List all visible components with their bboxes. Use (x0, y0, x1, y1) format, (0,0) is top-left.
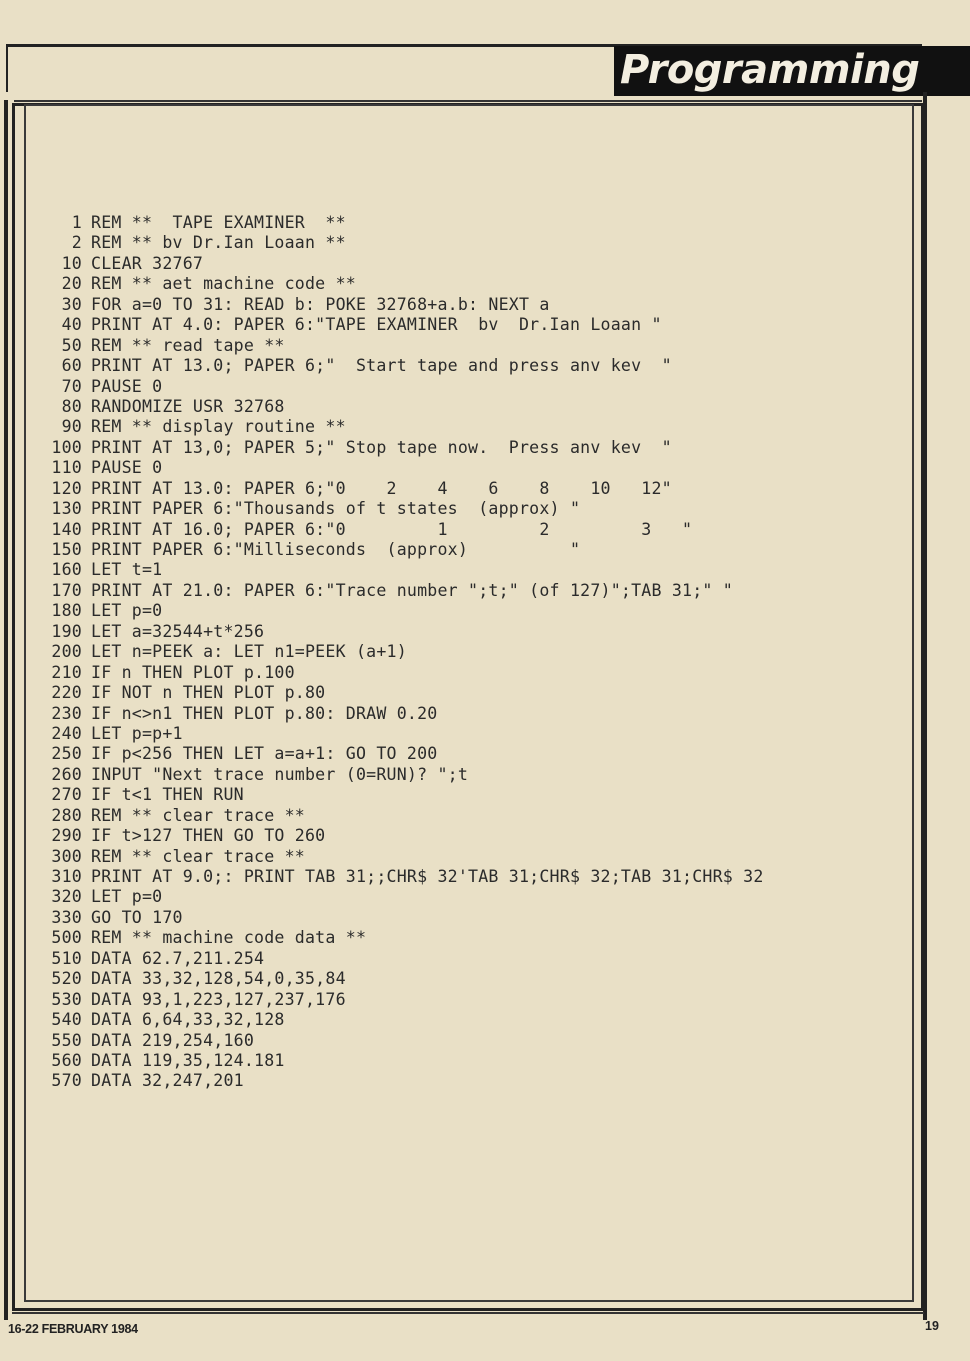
line-number: 260 (51, 764, 82, 784)
line-statement: PRINT AT 4.0: PAPER 6:"TAPE EXAMINER bv Dr.Ian Loaan " (91, 315, 662, 335)
line-number: 230 (51, 703, 82, 723)
line-statement: LET p=0 (91, 887, 163, 907)
line-number: 90 (61, 417, 82, 437)
code-line (40, 826, 910, 846)
issue-date: 16-22 FEBRUARY 1984 (8, 1322, 138, 1336)
line-statement: PRINT AT 13,0; PAPER 5;" Stop tape now. Press anv kev " (91, 437, 672, 457)
line-number: 10 (61, 253, 82, 273)
header-underline (14, 100, 922, 102)
code-line (40, 622, 910, 642)
line-statement: DATA 32,247,201 (91, 1071, 244, 1091)
code-line (40, 1051, 910, 1071)
code-line (40, 949, 910, 969)
line-number: 40 (61, 315, 82, 335)
code-line (40, 315, 910, 335)
code-line (40, 274, 910, 294)
line-statement: PRINT AT 9.0;: PRINT TAB 31;;CHR$ 32'TAB 31;CHR$ 32;TAB 31;CHR$ 32 (91, 867, 764, 886)
code-line (40, 887, 910, 907)
line-statement: DATA 33,32,128,54,0,35,84 (91, 969, 346, 989)
code-line (40, 683, 910, 703)
line-number: 110 (51, 458, 82, 478)
line-number: 60 (61, 356, 82, 376)
code-line (40, 377, 910, 397)
code-line (40, 397, 910, 417)
line-number: 30 (61, 294, 82, 314)
line-number: 160 (51, 560, 82, 580)
line-statement: IF p<256 THEN LET a=a+1: GO TO 200 (91, 744, 438, 764)
line-statement: IF NOT n THEN PLOT p.80 (91, 683, 326, 703)
line-number: 220 (51, 683, 82, 703)
page-number: 19 (925, 1319, 939, 1333)
line-number: 300 (51, 846, 82, 866)
line-statement: DATA 62.7,211.254 (91, 948, 265, 968)
line-statement: GO TO 170 (91, 907, 183, 927)
line-statement: REM ** aet machine code ** (91, 274, 356, 294)
line-number: 190 (51, 621, 82, 641)
code-line (40, 1031, 910, 1051)
line-statement: REM ** read tape ** (91, 335, 285, 355)
line-number: 100 (51, 437, 82, 457)
code-line (40, 744, 910, 764)
line-number: 570 (51, 1071, 82, 1091)
line-number: 280 (51, 805, 82, 825)
line-statement: REM ** bv Dr.Ian Loaan ** (91, 233, 346, 253)
code-line (40, 928, 910, 948)
line-statement: PRINT AT 16.0; PAPER 6:"0 1 2 3 " (91, 519, 693, 539)
code-line (40, 336, 910, 356)
line-number: 330 (51, 907, 82, 927)
line-number: 20 (61, 274, 82, 294)
line-number: 140 (51, 519, 82, 539)
code-line (40, 806, 910, 826)
code-line (40, 458, 910, 478)
line-number: 120 (51, 478, 82, 498)
code-line (40, 540, 910, 560)
line-statement: PAUSE 0 (91, 376, 163, 396)
code-line (40, 417, 910, 437)
line-number: 80 (61, 396, 82, 416)
line-number: 550 (51, 1030, 82, 1050)
line-number: 130 (51, 499, 82, 519)
line-number: 210 (51, 662, 82, 682)
line-number: 240 (51, 723, 82, 743)
code-line (40, 765, 910, 785)
code-line (40, 438, 910, 458)
code-line (40, 1010, 910, 1030)
code-line (40, 663, 910, 683)
line-number: 200 (51, 642, 82, 662)
line-number: 50 (61, 335, 82, 355)
line-number: 180 (51, 601, 82, 621)
line-statement: PAUSE 0 (91, 458, 163, 478)
line-statement: LET t=1 (91, 560, 163, 580)
code-line (40, 601, 910, 621)
code-line (40, 520, 910, 540)
code-line (40, 724, 910, 744)
left-border-bar (4, 100, 8, 1320)
line-statement: LET n=PEEK a: LET n1=PEEK (a+1) (91, 642, 407, 662)
section-title: Programming (614, 46, 970, 96)
line-statement: REM ** machine code data ** (91, 928, 367, 948)
line-statement: LET a=32544+t*256 (91, 621, 265, 641)
line-number: 530 (51, 989, 82, 1009)
line-statement: PRINT PAPER 6:"Thousands of t states (approx) " (91, 499, 581, 519)
code-line (40, 254, 910, 274)
line-statement: LET p=p+1 (91, 723, 183, 743)
line-statement: PRINT AT 13.0; PAPER 6;" Start tape and press anv kev " (91, 356, 672, 376)
code-line (40, 213, 910, 233)
line-statement: INPUT "Next trace number (0=RUN)? ";t (91, 764, 469, 784)
line-number: 1 (71, 213, 82, 232)
bottom-rule (12, 1312, 924, 1314)
line-number: 510 (51, 948, 82, 968)
code-line (40, 295, 910, 315)
code-line (40, 356, 910, 376)
line-statement: REM ** clear trace ** (91, 805, 305, 825)
line-statement: DATA 219,254,160 (91, 1030, 255, 1050)
line-statement: IF t>127 THEN GO TO 260 (91, 826, 326, 846)
line-statement: REM ** display routine ** (91, 417, 346, 437)
line-statement: RANDOMIZE USR 32768 (91, 396, 285, 416)
line-statement: IF t<1 THEN RUN (91, 785, 244, 805)
code-line (40, 847, 910, 867)
line-statement: DATA 93,1,223,127,237,176 (91, 989, 346, 1009)
line-statement: DATA 119,35,124.181 (91, 1050, 285, 1070)
code-line (40, 499, 910, 519)
line-number: 2 (71, 233, 82, 253)
line-statement: PRINT PAPER 6:"Milliseconds (approx) " (91, 540, 581, 559)
code-line (40, 785, 910, 805)
line-statement: FOR a=0 TO 31: READ b: POKE 32768+a.b: NEXT a (91, 294, 550, 314)
line-number: 310 (51, 867, 82, 886)
line-number: 540 (51, 1010, 82, 1030)
line-statement: PRINT AT 21.0: PAPER 6:"Trace number ";t;" (of 127)";TAB 31;" " (91, 580, 733, 600)
line-number: 170 (51, 580, 82, 600)
line-statement: DATA 6,64,33,32,128 (91, 1010, 285, 1030)
line-statement: REM ** clear trace ** (91, 846, 305, 866)
line-number: 70 (61, 376, 82, 396)
line-statement: CLEAR 32767 (91, 253, 204, 273)
code-line (40, 704, 910, 724)
line-statement: PRINT AT 13.0: PAPER 6;"0 2 4 6 8 10 12" (91, 478, 672, 498)
line-number: 520 (51, 969, 82, 989)
line-statement: LET p=0 (91, 601, 163, 621)
line-number: 250 (51, 744, 82, 764)
code-line (40, 1071, 910, 1091)
line-statement: IF n<>n1 THEN PLOT p.80: DRAW 0.20 (91, 703, 438, 723)
code-line (40, 560, 910, 580)
line-number: 500 (51, 928, 82, 948)
code-line (40, 642, 910, 662)
line-number: 270 (51, 785, 82, 805)
program-listing (40, 213, 910, 1092)
line-statement: IF n THEN PLOT p.100 (91, 662, 295, 682)
top-left-tick (6, 44, 8, 92)
line-statement: REM ** TAPE EXAMINER ** (91, 213, 346, 232)
code-line (40, 867, 910, 887)
line-number: 560 (51, 1050, 82, 1070)
line-number: 320 (51, 887, 82, 907)
code-line (40, 233, 910, 253)
line-number: 290 (51, 826, 82, 846)
code-line (40, 969, 910, 989)
code-line (40, 990, 910, 1010)
code-line (40, 908, 910, 928)
line-number: 150 (51, 540, 82, 559)
code-line (40, 479, 910, 499)
code-line (40, 581, 910, 601)
